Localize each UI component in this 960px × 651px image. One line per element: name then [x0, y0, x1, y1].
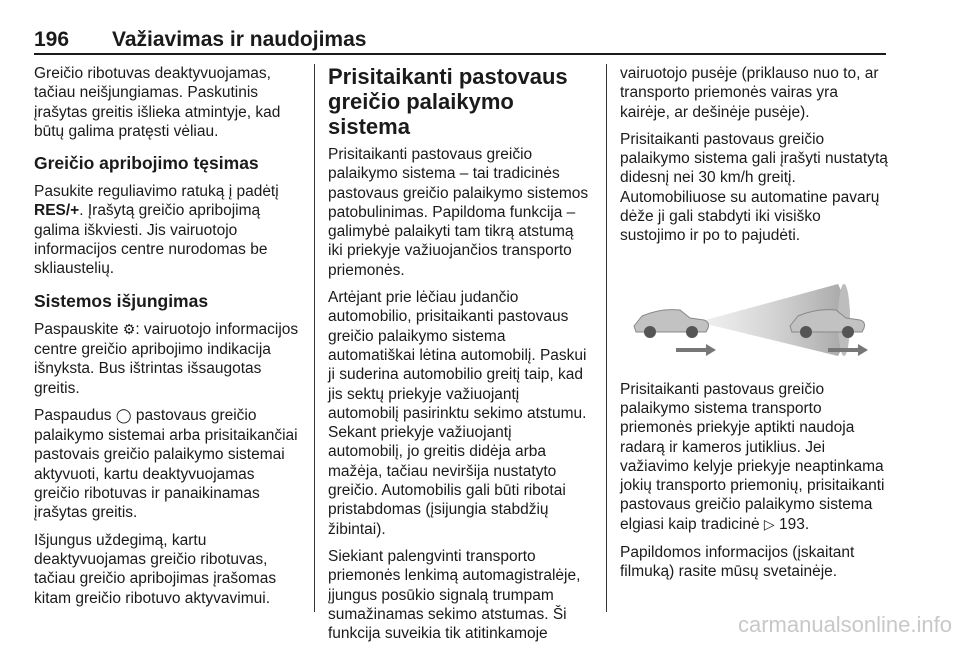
section-heading: Greičio apribojimo tęsimas [34, 153, 259, 174]
column-2 [328, 64, 590, 651]
paragraph [34, 182, 304, 278]
header-rule [34, 53, 886, 55]
page-header [34, 28, 886, 54]
paragraph: Prisitaikanti pastovaus greičio palaikymo sistema transporto priemonės priekyje aptikti naudoja radarą ir kameros jutiklius. Jei važiavimo kelyje priekyje neaptinkama jokių transporto priemonių, prisitaikanti pastovaus greičio palaikymo sistema elgiasi kaip tradicinė ▷ 193. [620, 380, 885, 533]
paragraph: Prisitaikanti pastovaus greičio palaikymo sistema gali įrašyti nustatytą didesnį nei 30 km/h greitį. Automobiliuose su automatine pavarų dėže ji gali stabdyti iki visiško sustojimo ir po to pajudėti. [620, 130, 888, 245]
speedometer-icon: ◯ [115, 407, 132, 424]
page-reference[interactable]: 193 [778, 515, 805, 533]
wheel [800, 326, 812, 338]
column-divider [606, 64, 607, 612]
direction-arrow [706, 344, 716, 356]
paragraph: Artėjant prie lėčiau judančio automobilio, prisitaikanti pastovaus greičio palaikymo sistema automatiškai lėtina automobilį. Paskui ji suderina automobilio greitį taip, kad jis sektų priekyje važiuojantį automobilį pasirinktu sekimo atstumu. Sekant priekyje važiuojantį automobilį, jo greitis didėja arba mažėja, tačiau neviršija nustatyto greičio. Automobilis gali būti ribotai pristabdomas (įsijungia stabdžių žibintai). [328, 289, 587, 538]
page-number: 196 [34, 28, 70, 51]
direction-arrow [676, 348, 706, 352]
column-1 [34, 64, 304, 616]
paragraph [34, 406, 304, 523]
paragraph [34, 320, 304, 398]
direction-arrow [828, 348, 858, 352]
column-divider [314, 64, 315, 612]
triangle-right-icon: ▷ [763, 516, 775, 533]
paragraph: Papildomos informacijos (įskaitant filmuką) rasite mūsų svetainėje. [620, 544, 855, 581]
section-heading: Sistemos išjungimas [34, 290, 209, 311]
column-3 [620, 64, 890, 590]
paragraph: Greičio ribotuvas deaktyvuojamas, tačiau neišjungiamas. Paskutinis įrašytas greitis išlieka atmintyje, kad būtų galima pratęsti vėliau. [34, 65, 281, 140]
text: Paspaudus [34, 406, 116, 424]
text: Prisitaikanti pastovaus greičio palaikymo sistema transporto priemonės priekyje aptikti naudoja radarą ir kameros jutiklius. Jei važiavimo kelyje priekyje neaptinkama jokių transporto priemonių, prisitaikanti pastovaus greičio palaikymo sistema elgiasi kaip tradicinė [620, 380, 885, 533]
wheel [644, 326, 656, 338]
paragraph: vairuotojo pusėje (priklauso nuo to, ar transporto priemonės vairas yra kairėje, ar dešinėje pusėje). [620, 65, 879, 121]
speedometer-off-icon: ⚙ [122, 321, 136, 338]
paragraph: Išjungus uždegimą, kartu deaktyvuojamas greičio ribotuvas, tačiau greičio apribojimas įrašomas kitam greičio ribotuvo aktyvavimui. [34, 531, 277, 607]
wheel [686, 326, 698, 338]
adaptive-cruise-radar-illustration [620, 270, 882, 366]
chapter-title: Važiavimas ir naudojimas [112, 28, 367, 51]
watermark: carmanualsonline.info [737, 612, 952, 637]
text: : vairuotojo informacijos centre greičio apribojimo indikacija išnyksta. Bus ištrintas išsaugotas greitis. [34, 320, 299, 397]
paragraph: Siekiant palengvinti transporto priemonės lenkimą automagistralėje, įjungus posūkio signalą trumpam sumažinamas sekimo atstumas. Ši funkcija suveikia tik atitinkamoje [328, 547, 581, 643]
text: . Įrašytą greičio apribojimą galima iškviesti. Jis vairuotojo informacijos centre nurodomas be skliaustelių. [34, 202, 268, 278]
section-title: Prisitaikanti pastovaus greičio palaikymo sistema [328, 64, 568, 139]
wheel [842, 326, 854, 338]
adaptive-cruise-figure [620, 270, 882, 366]
text: Pasukite reguliavimo ratuką į padėtį [34, 183, 279, 201]
control-label: RES/+ [34, 202, 80, 220]
text: Paspauskite [34, 320, 123, 338]
text: pastovaus greičio palaikymo sistemai arba prisitaikančiai pastovais greičio palaikymo sistemai aktyvuoti, kartu deaktyvuojamas greičio ribotuvas ir panaikinamas įrašytas greitis. [34, 406, 298, 522]
direction-arrow [858, 344, 868, 356]
paragraph: Prisitaikanti pastovaus greičio palaikymo sistema – tai tradicinės pastovaus greičio palaikymo sistemos patobulinimas. Papildoma funkcija – galimybė palaikyti tam tikrą atstumą iki priekyje važiuojančios transporto priemonės. [328, 146, 589, 279]
